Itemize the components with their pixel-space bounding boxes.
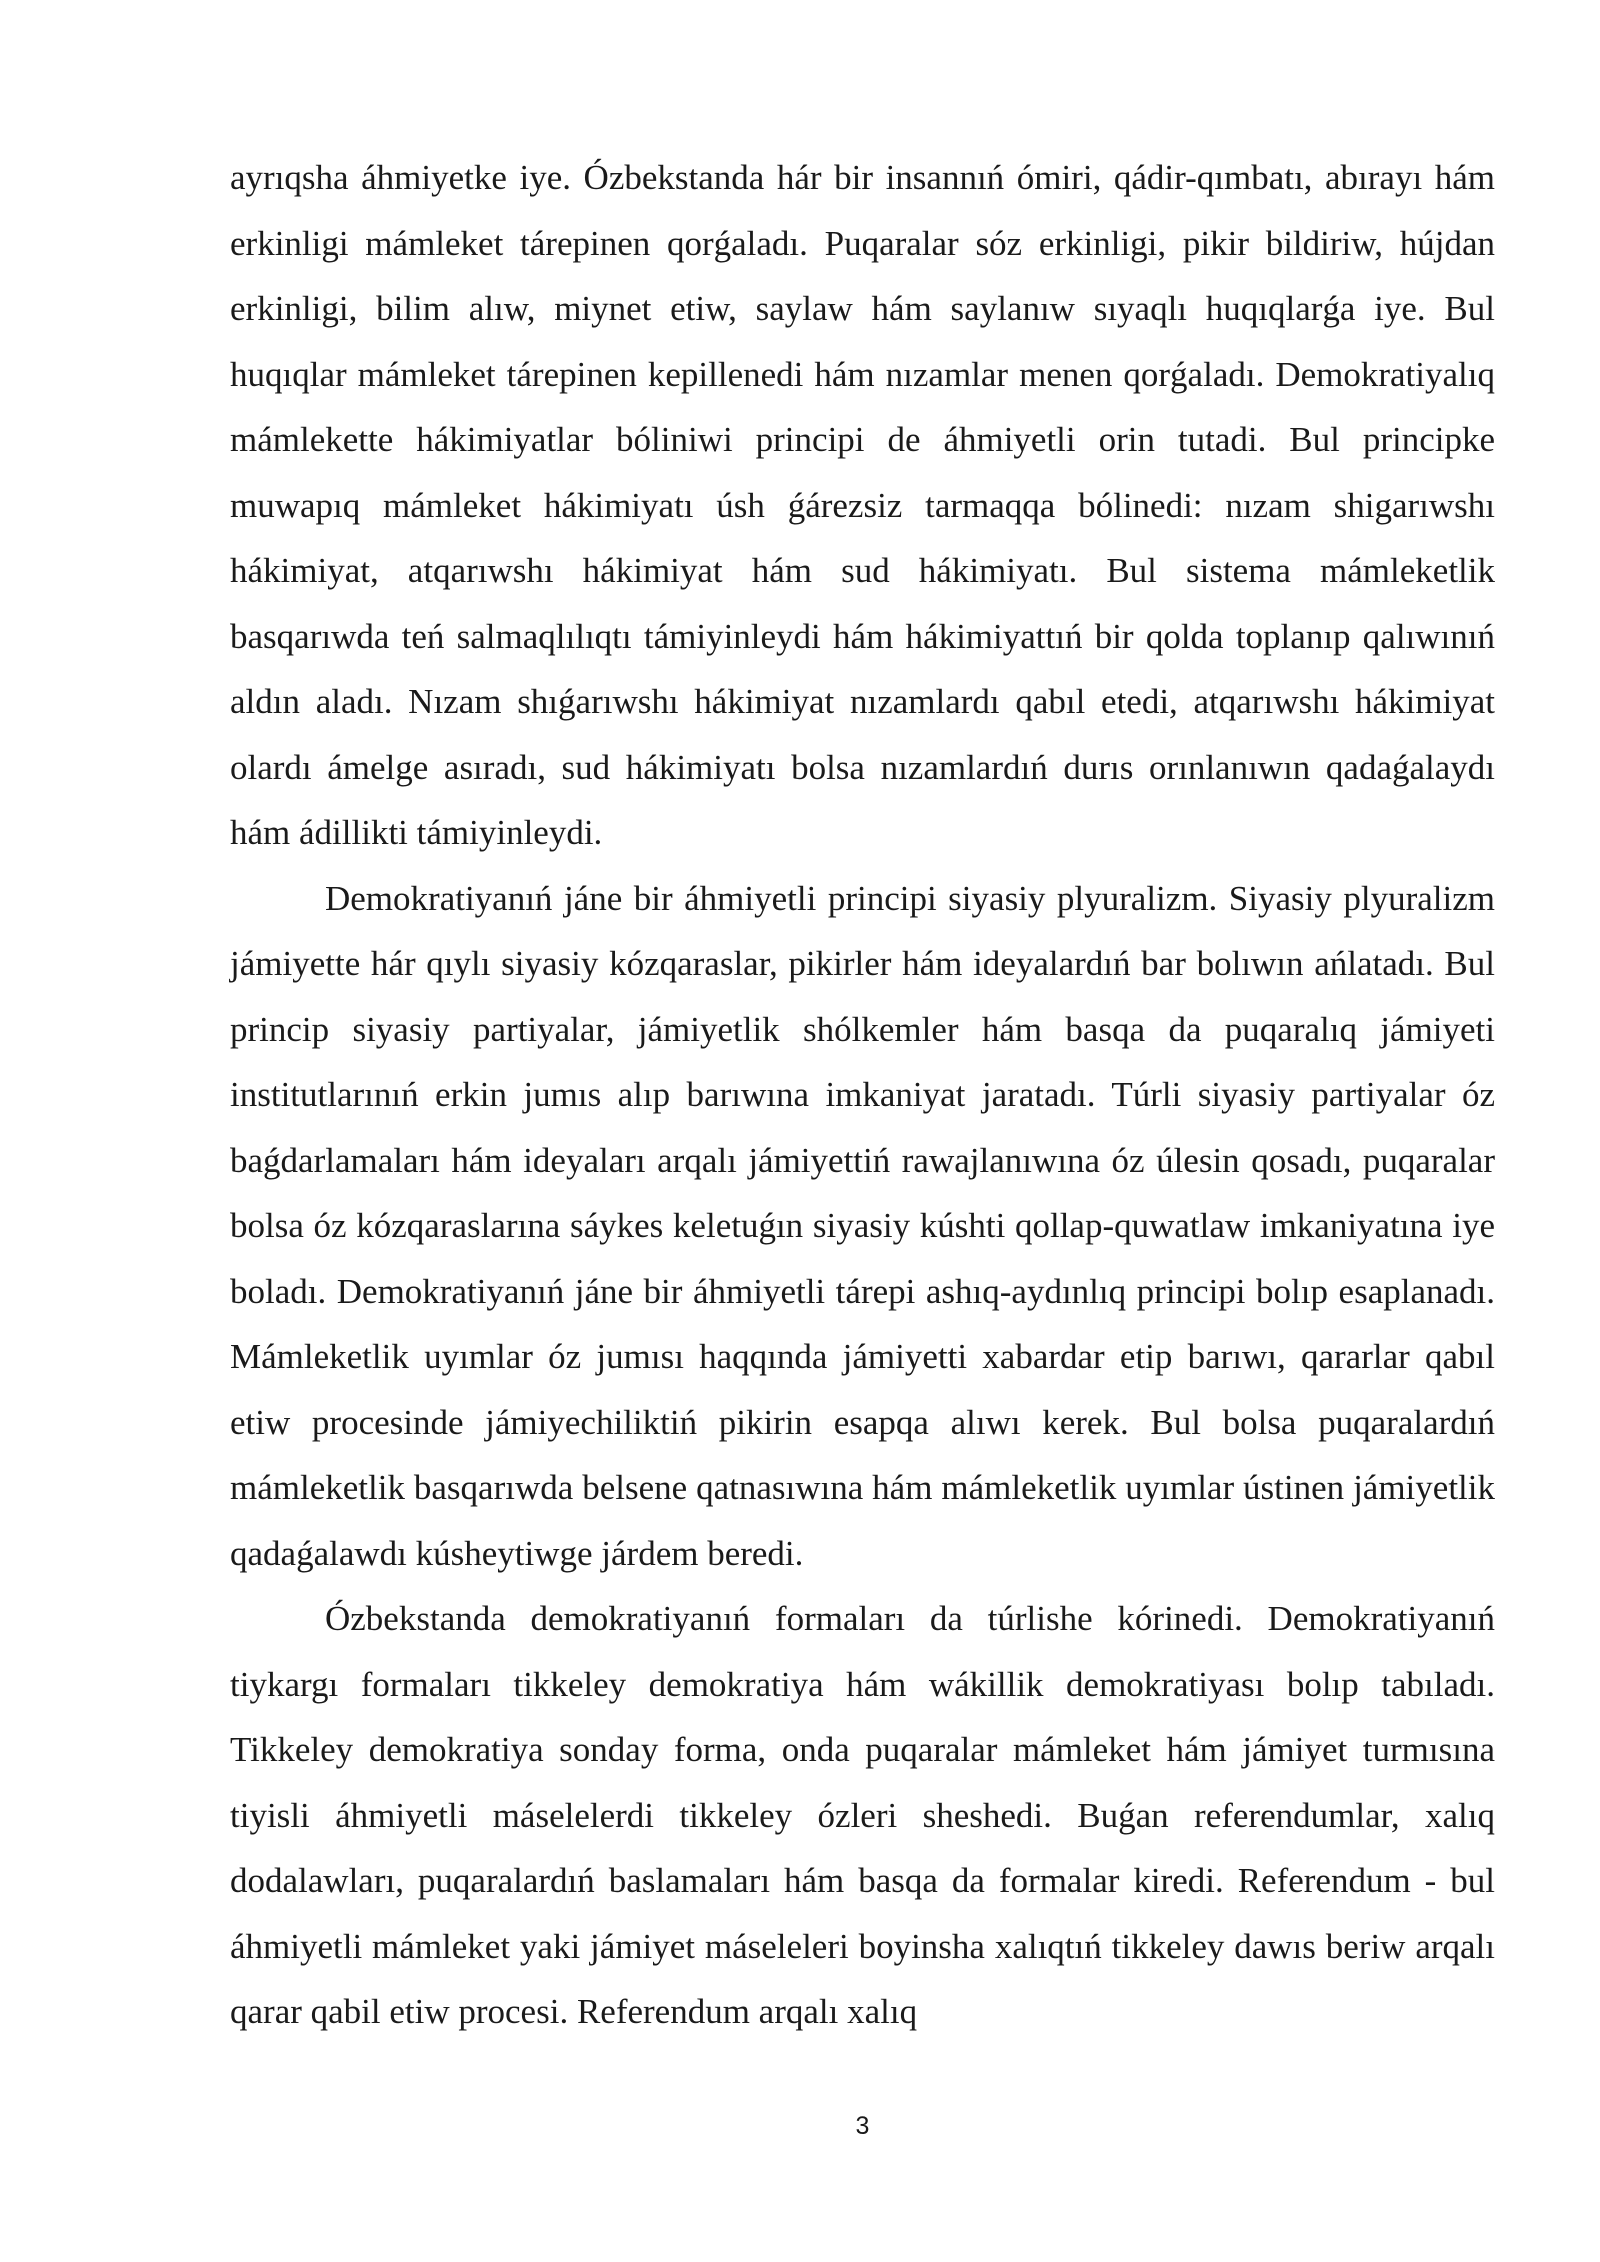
document-body <box>230 145 1495 2045</box>
paragraph-3: Ózbekstanda demokratiyanıń formaları da túrlishe kórinedi. Demokratiyanıń tiykargı formaları tikkeley demokratiya hám wákillik demokratiyası bolıp tabıladı. Tikkeley demokratiya sonday forma, onda puqaralar mámleket hám jámiyet turmısına tiyisli áhmiyetli máselelerdi tikkeley ózleri sheshedi. Buǵan referendumlar, xalıq dodalawları, puqaralardıń baslamaları hám basqa da formalar kiredi. Referendum - bul áhmiyetli mámleket yaki jámiyet máseleleri boyinsha xalıqtıń tikkeley dawıs beriw arqalı qarar qabil etiw procesi. Referendum arqalı xalıq <box>230 1599 1495 2031</box>
page-number: 3 <box>855 2112 870 2140</box>
paragraph-1: ayrıqsha áhmiyetke iye. Ózbekstanda hár bir insannıń ómiri, qádir-qımbatı, abırayı hám erkinligi mámleket tárepinen qorǵaladı. Puqaralar sóz erkinligi, pikir bildiriw, hújdan erkinligi, bilim alıw, miynet etiw, saylaw hám saylanıw sıyaqlı huqıqlarǵa iye. Bul huqıqlar mámleket tárepinen kepillenedi hám nızamlar menen qorǵaladı. Demokratiyalıq mámlekette hákimiyatlar bóliniwi principi de áhmiyetli orin tutadi. Bul principke muwapıq mámleket hákimiyatı úsh ǵárezsiz tarmaqqa bólinedi: nızam shigarıwshı hákimiyat, atqarıwshı hákimiyat hám sud hákimiyatı. Bul sistema mámleketlik basqarıwda teń salmaqlılıqtı támiyinleydi hám hákimiyattıń bir qolda toplanıp qalıwınıń aldın aladı. Nızam shıǵarıwshı hákimiyat nızamlardı qabıl etedi, atqarıwshı hákimiyat olardı ámelge asıradı, sud hákimiyatı bolsa nızamlardıń durıs orınlanıwın qadaǵalaydı hám ádillikti támiyinleydi. <box>230 158 1495 852</box>
paragraph-2: Demokratiyanıń jáne bir áhmiyetli principi siyasiy plyuralizm. Siyasiy plyuralizm jámiyette hár qıylı siyasiy kózqaraslar, pikirler hám ideyalardıń bar bolıwın ańlatadı. Bul princip siyasiy partiyalar, jámiyetlik shólkemler hám basqa da puqaralıq jámiyeti institutlarınıń erkin jumıs alıp barıwına imkaniyat jaratadı. Túrli siyasiy partiyalar óz baǵdarlamaları hám ideyaları arqalı jámiyettiń rawajlanıwına óz úlesin qosadı, puqaralar bolsa óz kózqaraslarına sáykes keletuǵın siyasiy kúshti qollap-quwatlaw imkaniyatına iye boladı. Demokratiyanıń jáne bir áhmiyetli tárepi ashıq-aydınlıq principi bolıp esaplanadı. Mámleketlik uyımlar óz jumısı haqqında jámiyetti xabardar etip barıwı, qararlar qabıl etiw procesinde jámiyechiliktiń pikirin esapqa alıwı kerek. Bul bolsa puqaralardıń mámleketlik basqarıwda belsene qatnasıwına hám mámleketlik uyımlar ústinen jámiyetlik qadaǵalawdı kúsheytiwge járdem beredi. <box>230 878 1495 1573</box>
